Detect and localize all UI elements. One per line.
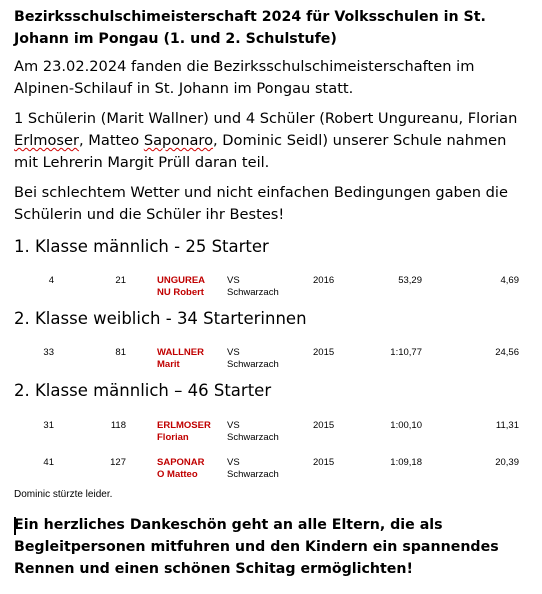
result-start-number: 21 <box>115 275 126 286</box>
result-club-line-1: VS <box>227 457 240 468</box>
section-heading-3: 2. Klasse männlich – 46 Starter <box>14 381 272 400</box>
spellcheck-word-erlmoser: Erlmoser <box>14 132 80 149</box>
result-year: 2015 <box>313 347 335 358</box>
result-club-line-2: Schwarzach <box>227 432 279 443</box>
result-year: 2015 <box>313 457 335 468</box>
result-gap: 20,39 <box>495 457 519 468</box>
weather-paragraph: Bei schlechtem Wetter und nicht einfachen Bedingungen gaben die Schülerin und die Schüler ihr Bestes! <box>14 184 508 223</box>
section-heading-1: 1. Klasse männlich - 25 Starter <box>14 237 269 256</box>
result-time: 1:00,10 <box>390 420 422 431</box>
result-name <box>157 347 204 371</box>
result-name-line-1: SAPONAR <box>157 457 205 468</box>
result-gap: 4,69 <box>500 275 519 286</box>
result-year: 2015 <box>313 420 335 431</box>
result-name <box>157 457 205 481</box>
result-year: 2016 <box>313 275 335 286</box>
result-start-number: 81 <box>115 347 126 358</box>
result-rank: 31 <box>43 420 54 431</box>
result-name-line-1: ERLMOSER <box>157 420 211 431</box>
participants-text-1: 1 Schülerin (Marit Wallner) und 4 Schüler (Robert Ungureanu, Florian <box>14 110 518 127</box>
result-time: 1:09,18 <box>390 457 422 468</box>
participants-text-3: , Dominic Seidl) unserer Schule nahmen mit Lehrerin Margit Prüll daran teil. <box>14 132 507 171</box>
result-club <box>227 457 279 481</box>
participants-paragraph <box>14 108 534 174</box>
result-name <box>157 275 205 299</box>
result-club-line-2: Schwarzach <box>227 469 279 480</box>
result-rank: 33 <box>43 347 54 358</box>
note-text: Dominic stürzte leider. <box>14 489 113 500</box>
spellcheck-word-saponaro: Saponaro <box>143 132 214 149</box>
thanks-paragraph: Ein herzliches Dankeschön geht an alle Eltern, die als Begleitpersonen mitfuhren und den Kindern ein spannendes Rennen und einen schönen Schitag ermöglichten! <box>14 517 499 577</box>
result-rank: 41 <box>43 457 54 468</box>
result-gap: 24,56 <box>495 347 519 358</box>
result-name-line-1: WALLNER <box>157 347 204 358</box>
result-rank: 4 <box>48 275 54 286</box>
result-name-line-1: UNGUREA <box>157 275 206 286</box>
result-club <box>227 347 279 371</box>
result-start-number: 118 <box>110 420 126 431</box>
result-name-line-2: O Matteo <box>157 469 198 480</box>
participants-text-2: , Matteo <box>79 132 144 149</box>
section-heading-2: 2. Klasse weiblich - 34 Starterinnen <box>14 309 307 328</box>
result-club-line-2: Schwarzach <box>227 359 279 370</box>
result-club-line-1: VS <box>227 275 240 286</box>
result-club-line-1: VS <box>227 420 240 431</box>
result-time: 1:10,77 <box>390 347 422 358</box>
result-start-number: 127 <box>110 457 126 468</box>
result-name-line-2: NU Robert <box>157 287 204 298</box>
result-club <box>227 275 279 299</box>
result-name-line-2: Marit <box>157 359 180 370</box>
result-club-line-1: VS <box>227 347 240 358</box>
result-gap: 11,31 <box>495 420 519 431</box>
result-name <box>157 420 211 444</box>
result-club-line-2: Schwarzach <box>227 287 279 298</box>
result-name-line-2: Florian <box>157 432 189 443</box>
result-club <box>227 420 279 444</box>
result-time: 53,29 <box>398 275 422 286</box>
document-title: Bezirksschulschimeisterschaft 2024 für Volksschulen in St. Johann im Pongau (1. und 2. Schulstufe) <box>14 9 486 47</box>
intro-paragraph: Am 23.02.2024 fanden die Bezirksschulschimeisterschaften im Alpinen-Schilauf in St. Johann im Pongau statt. <box>14 58 475 97</box>
